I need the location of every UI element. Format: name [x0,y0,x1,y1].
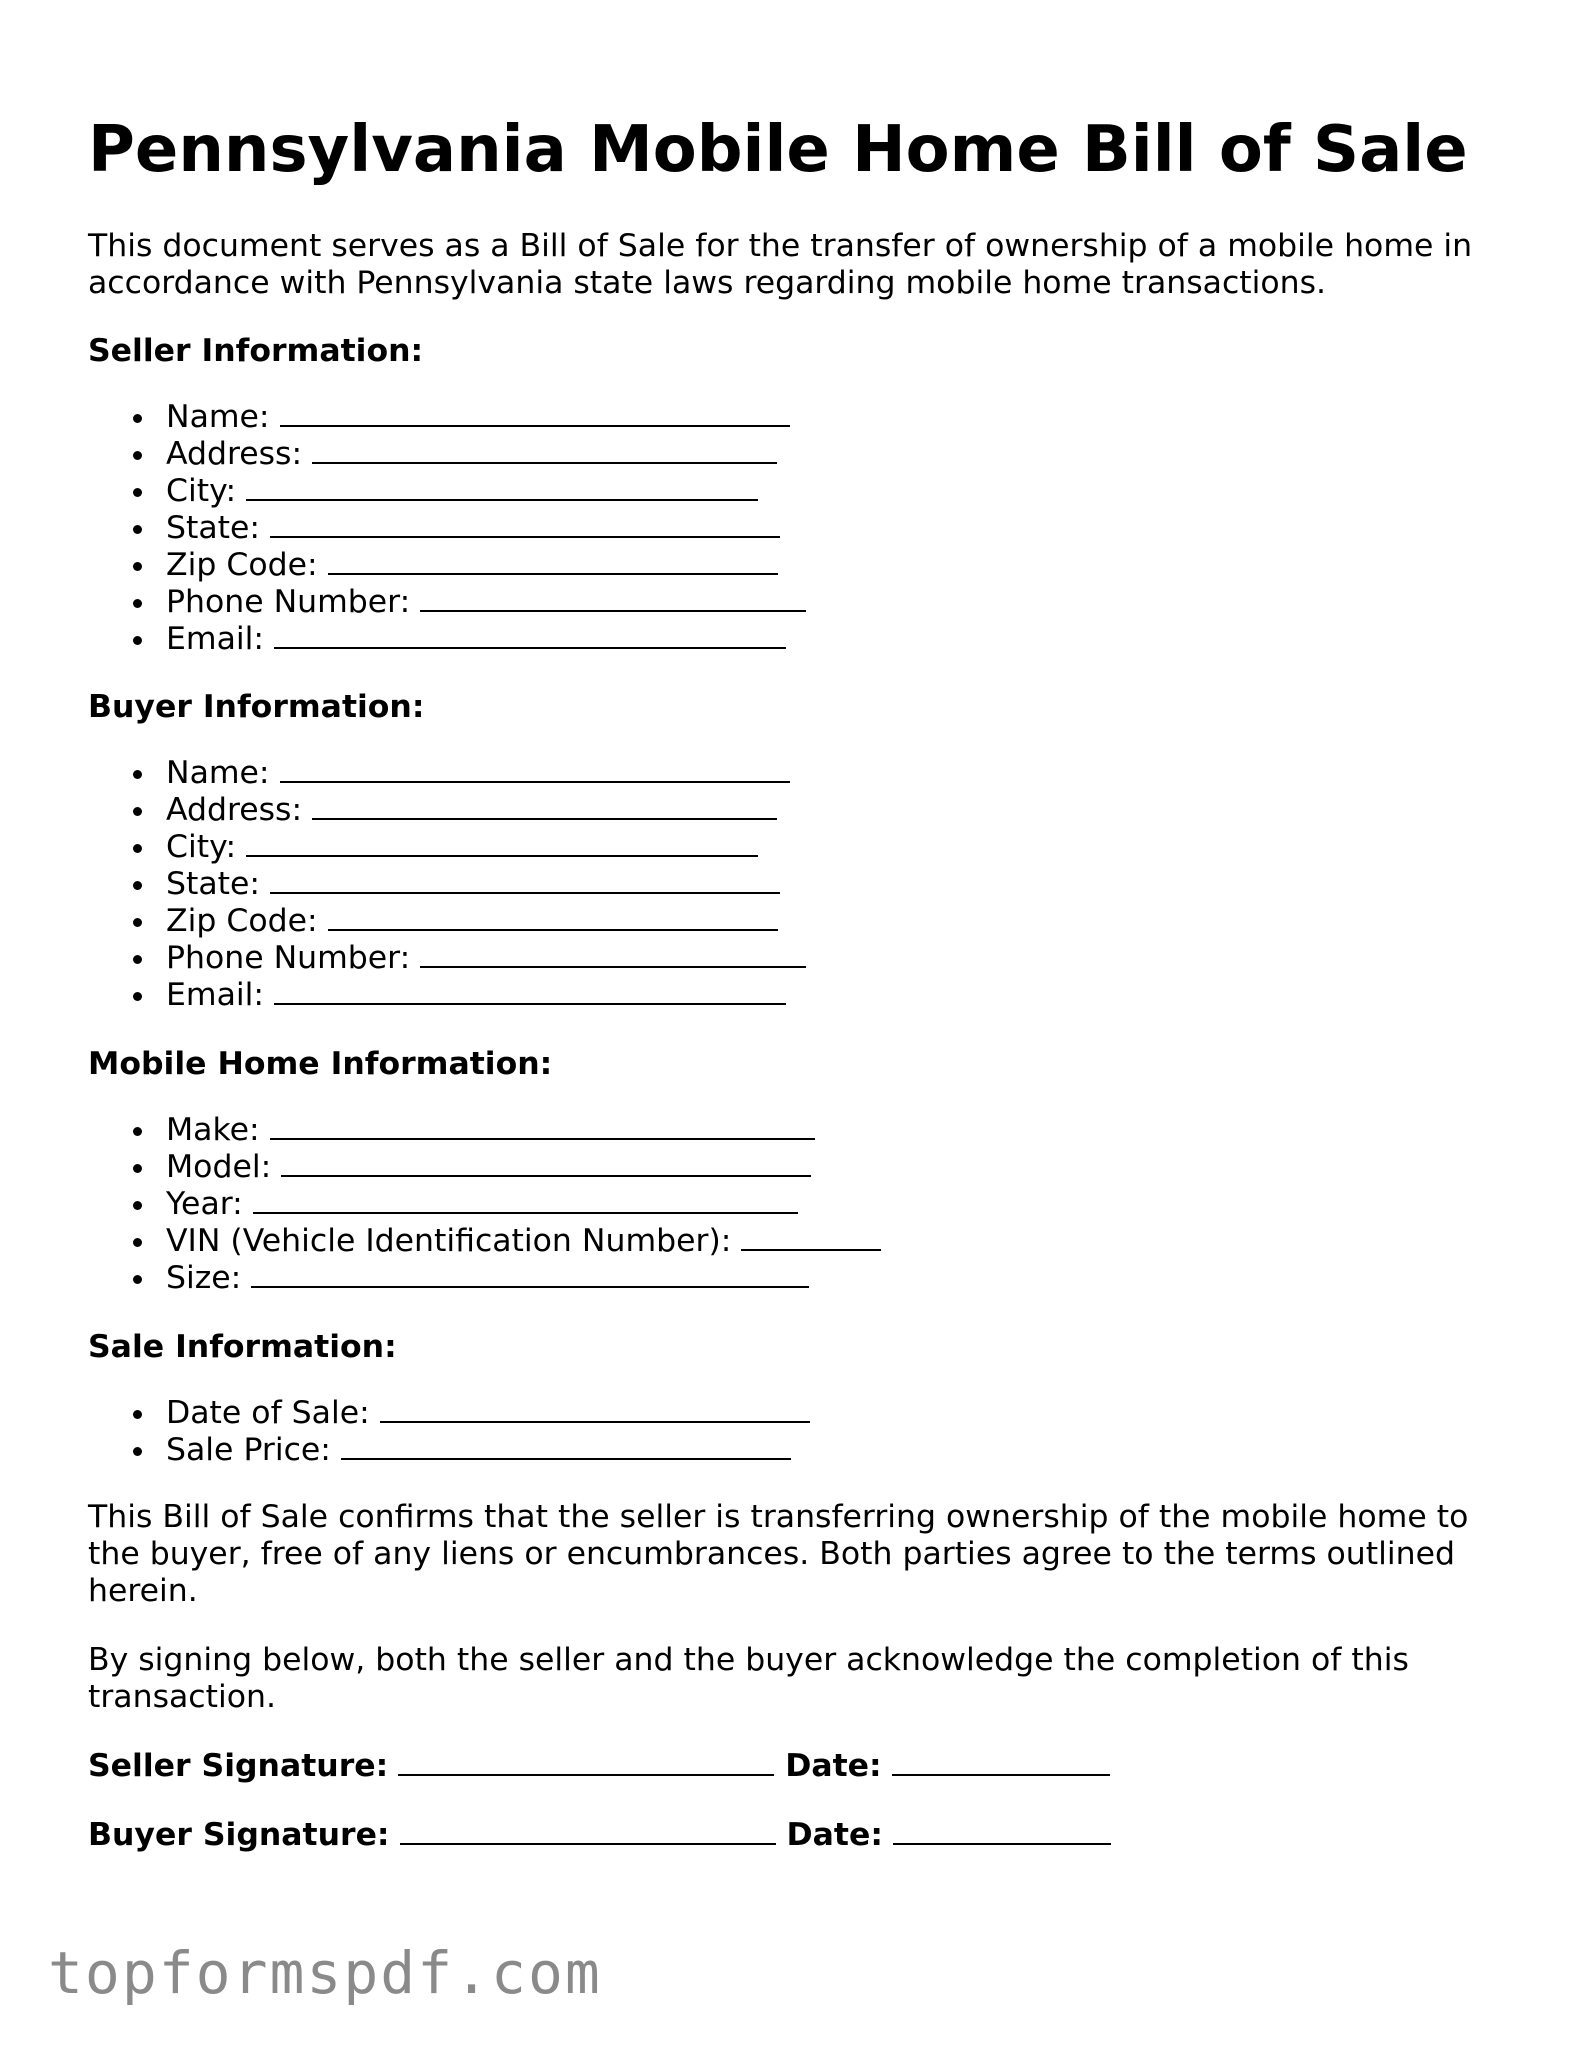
mobile-home-field-list [88,1112,1508,1297]
sale-price-blank[interactable] [341,1432,791,1460]
date-of-sale-blank[interactable] [380,1395,810,1423]
seller-signature-blank[interactable] [398,1748,774,1776]
buyer-email-blank[interactable] [274,977,786,1005]
field-label: Year: [166,1186,243,1222]
buyer-signature-line [88,1817,1111,1854]
model-item [88,1149,1508,1186]
sale-section [88,1329,1508,1469]
acknowledgement-paragraph: By signing below, both the seller and the buyer acknowledge the completion of this transaction. [88,1642,1409,1715]
field-label: Email: [166,977,265,1013]
seller-city-item [88,473,1508,510]
model-blank[interactable] [281,1149,811,1177]
site-watermark: topformspdf.com [48,1939,602,2007]
size-item [88,1260,1508,1297]
field-label: Zip Code: [166,547,318,583]
seller-date-blank[interactable] [892,1748,1110,1776]
buyer-heading: Buyer Information: [88,689,425,725]
buyer-address-blank[interactable] [312,792,777,820]
year-blank[interactable] [253,1186,798,1214]
buyer-phone-item [88,940,1508,977]
seller-phone-blank[interactable] [420,584,806,612]
field-label: City: [166,829,237,865]
seller-state-blank[interactable] [270,510,780,538]
field-label: Model: [166,1149,272,1185]
document-title: Pennsylvania Mobile Home Bill of Sale [88,113,1468,187]
field-label: Make: [166,1112,260,1148]
year-item [88,1186,1508,1223]
field-label: Name: [166,399,270,435]
intro-paragraph: This document serves as a Bill of Sale for the transfer of ownership of a mobile home in accordance with Pennsylvania state laws regarding mobile home transactions. [88,228,1473,301]
seller-name-item [88,399,1508,436]
confirmation-paragraph: This Bill of Sale confirms that the seller is transferring ownership of the mobile home to the buyer, free of any liens or encumbrances. Both parties agree to the terms outlined herein. [88,1499,1469,1609]
size-blank[interactable] [251,1260,809,1288]
field-label: Date of Sale: [166,1395,370,1431]
make-blank[interactable] [270,1112,815,1140]
seller-signature-line [88,1748,1110,1785]
field-label: State: [166,510,260,546]
vin-item [88,1223,1508,1260]
field-label: Address: [166,436,303,472]
seller-city-blank[interactable] [246,473,758,501]
buyer-signature-label: Buyer Signature: [88,1817,390,1853]
seller-address-item [88,436,1508,473]
buyer-zip-item [88,903,1508,940]
field-label: VIN (Vehicle Identification Number): [166,1223,732,1259]
buyer-field-list [88,755,1508,1014]
seller-address-blank[interactable] [312,436,777,464]
mobile-home-heading: Mobile Home Information: [88,1046,553,1082]
field-label: City: [166,473,237,509]
mobile-home-section [88,1046,1508,1297]
buyer-name-blank[interactable] [280,755,790,783]
buyer-city-blank[interactable] [246,829,758,857]
buyer-city-item [88,829,1508,866]
seller-email-blank[interactable] [274,621,786,649]
buyer-phone-blank[interactable] [420,940,806,968]
field-label: Size: [166,1260,242,1296]
seller-zip-blank[interactable] [328,547,778,575]
date-of-sale-item [88,1395,1508,1432]
sale-field-list [88,1395,1508,1469]
seller-date-label: Date: [785,1748,882,1784]
buyer-state-item [88,866,1508,903]
buyer-signature-blank[interactable] [400,1817,776,1845]
seller-signature-label: Seller Signature: [88,1748,389,1784]
seller-heading: Seller Information: [88,333,424,369]
field-label: State: [166,866,260,902]
seller-state-item [88,510,1508,547]
buyer-name-item [88,755,1508,792]
buyer-zip-blank[interactable] [328,903,778,931]
field-label: Name: [166,755,270,791]
make-item [88,1112,1508,1149]
buyer-section [88,689,1508,1014]
seller-field-list [88,399,1508,658]
buyer-email-item [88,977,1508,1014]
sale-price-item [88,1432,1508,1469]
field-label: Phone Number: [166,584,411,620]
vin-blank[interactable] [741,1223,881,1251]
buyer-address-item [88,792,1508,829]
seller-zip-item [88,547,1508,584]
field-label: Zip Code: [166,903,318,939]
field-label: Address: [166,792,303,828]
field-label: Phone Number: [166,940,411,976]
field-label: Sale Price: [166,1432,331,1468]
sale-heading: Sale Information: [88,1329,397,1365]
seller-email-item [88,621,1508,658]
buyer-state-blank[interactable] [270,866,780,894]
field-label: Email: [166,621,265,657]
seller-section [88,333,1508,658]
buyer-date-label: Date: [786,1817,883,1853]
seller-name-blank[interactable] [280,399,790,427]
seller-phone-item [88,584,1508,621]
buyer-date-blank[interactable] [893,1817,1111,1845]
